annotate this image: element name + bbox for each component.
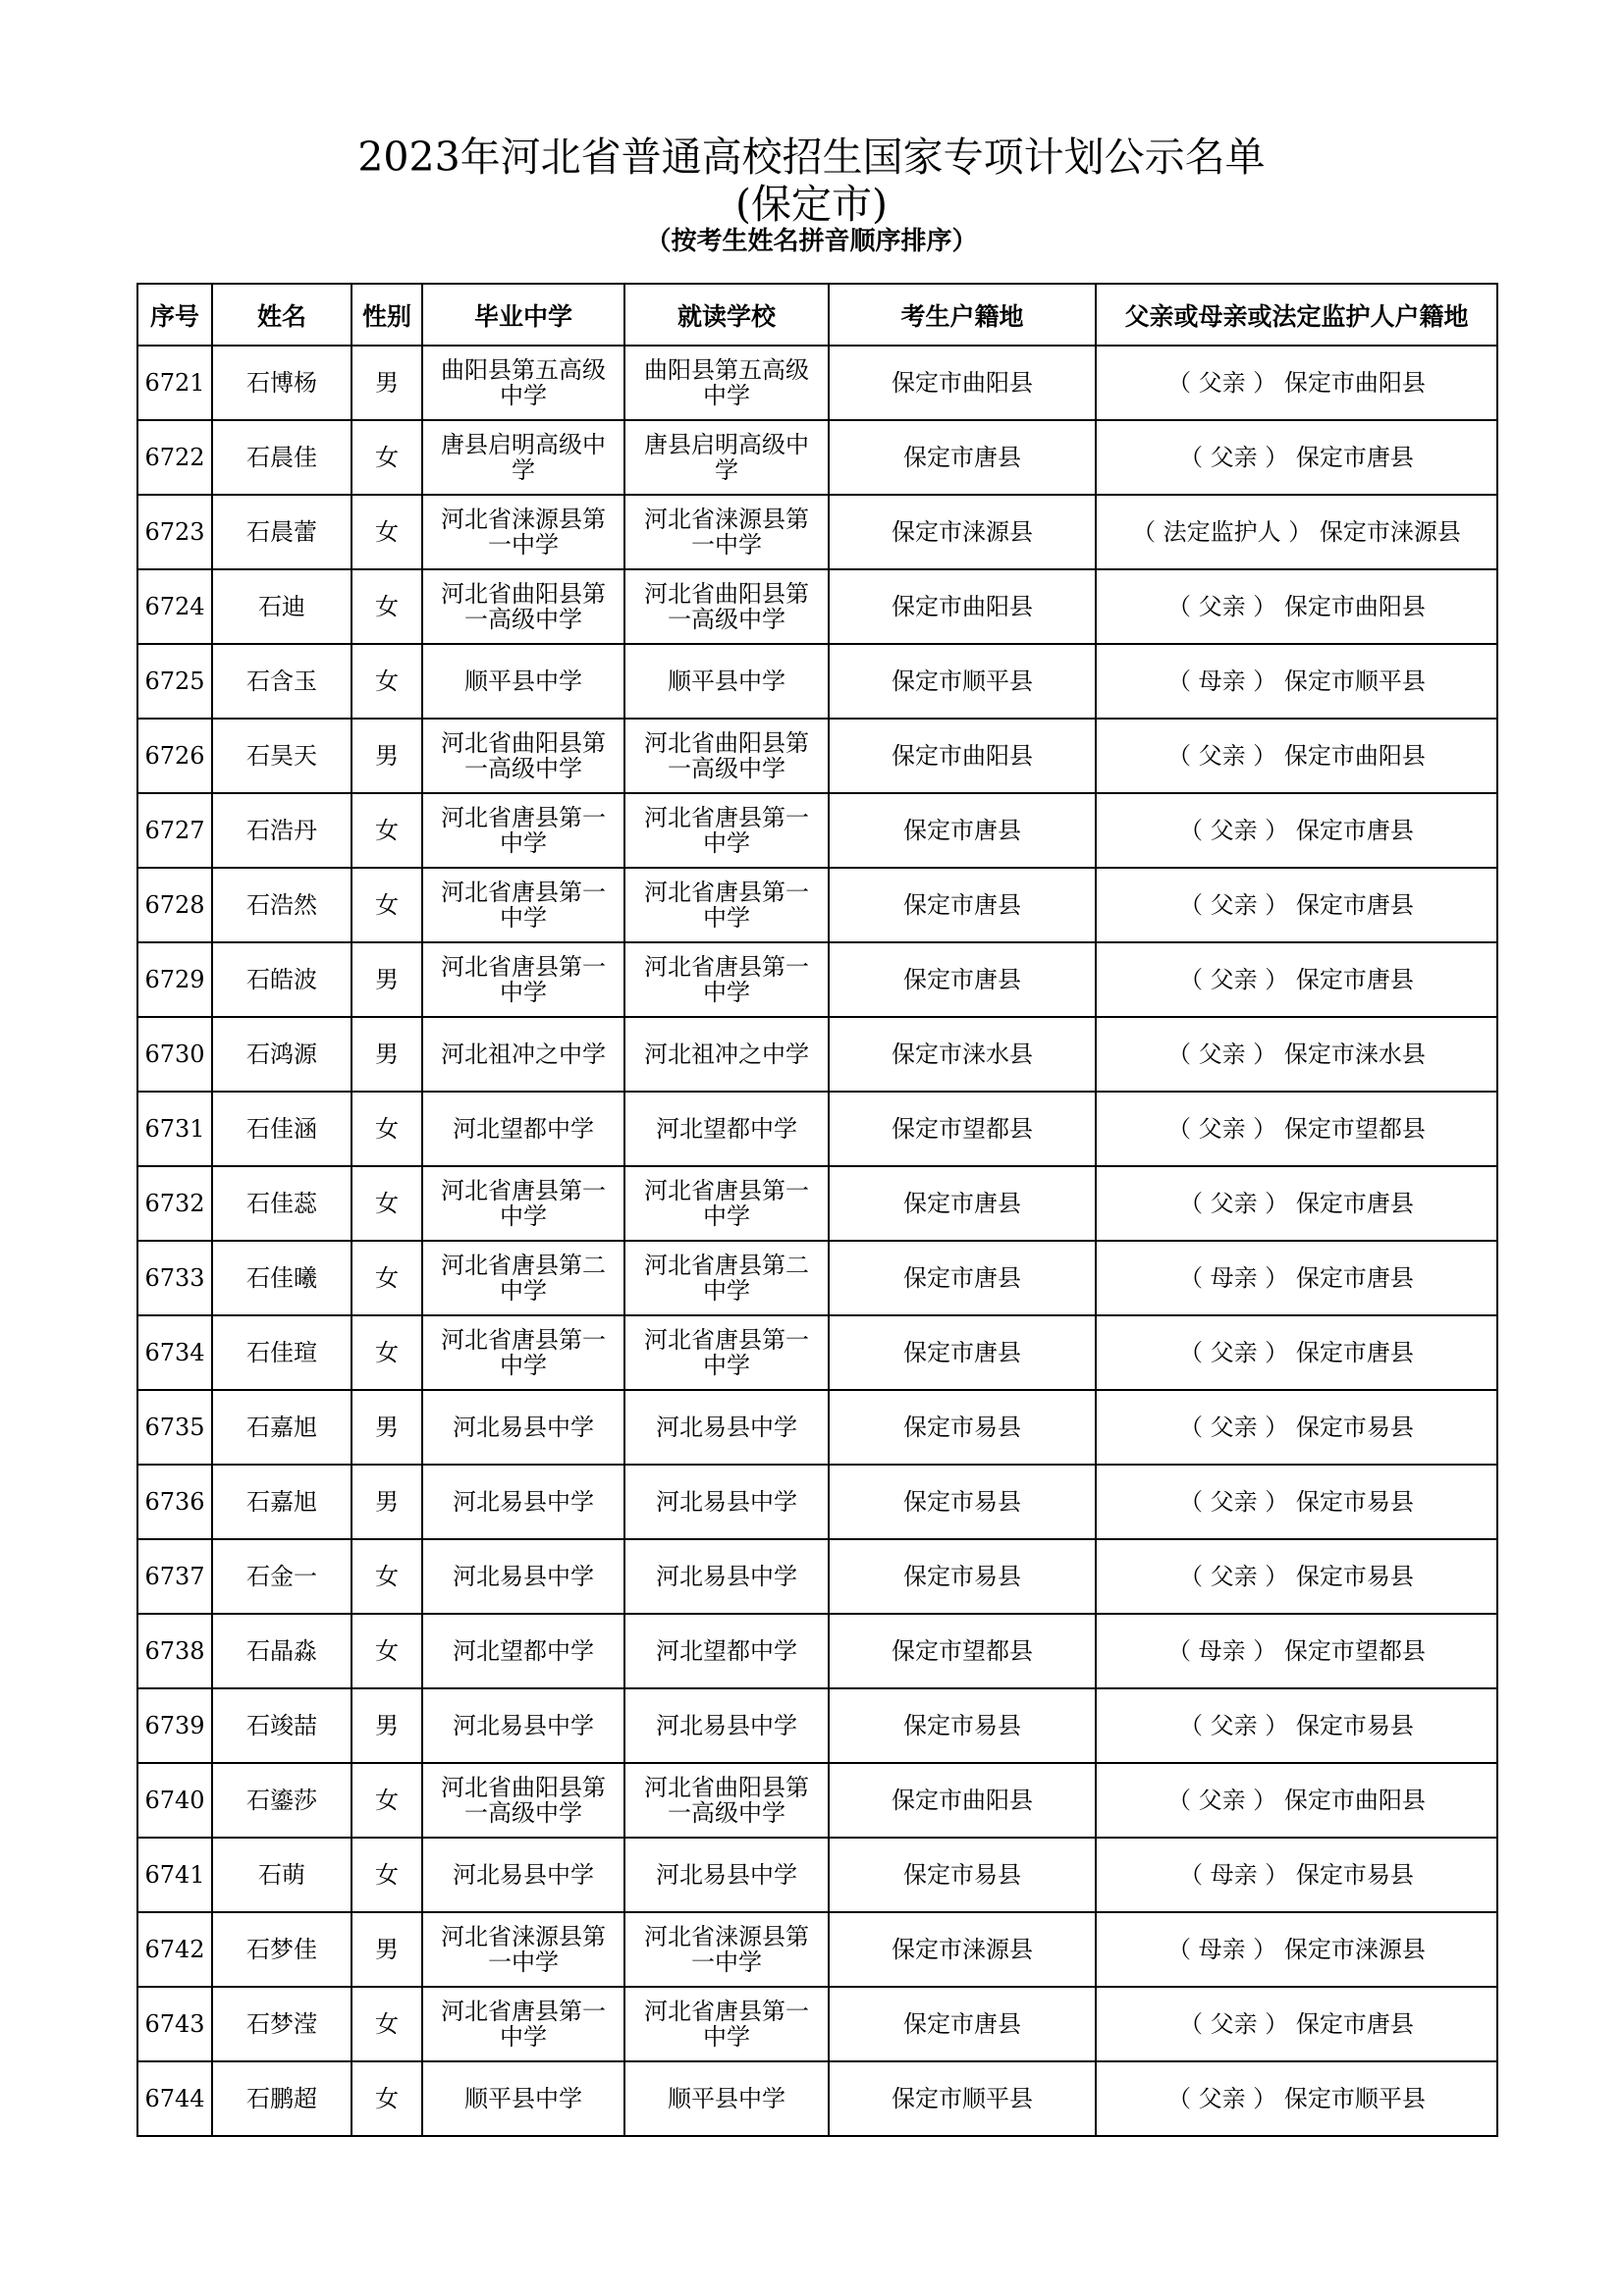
cell-seq: 6734 <box>137 1315 212 1390</box>
cell-graduated-school: 河北省唐县第一中学 <box>422 1166 624 1241</box>
cell-current-school: 河北易县中学 <box>624 1390 829 1465</box>
cell-gender: 女 <box>352 569 422 644</box>
cell-current-school: 河北祖冲之中学 <box>624 1017 829 1092</box>
cell-graduated-school: 河北省唐县第一中学 <box>422 1315 624 1390</box>
cell-household-registration: 保定市易县 <box>829 1838 1096 1912</box>
cell-graduated-school: 顺平县中学 <box>422 644 624 719</box>
cell-gender: 女 <box>352 420 422 495</box>
cell-name: 石梦滢 <box>212 1987 352 2061</box>
cell-guardian-registration: （ 母亲 ） 保定市望都县 <box>1096 1614 1497 1688</box>
table-row <box>137 1092 1497 1166</box>
cell-current-school: 顺平县中学 <box>624 644 829 719</box>
cell-name: 石梦佳 <box>212 1912 352 1987</box>
cell-guardian-registration: （ 父亲 ） 保定市曲阳县 <box>1096 1763 1497 1838</box>
cell-gender: 男 <box>352 1017 422 1092</box>
cell-household-registration: 保定市唐县 <box>829 1166 1096 1241</box>
cell-gender: 男 <box>352 1912 422 1987</box>
cell-household-registration: 保定市涞源县 <box>829 1912 1096 1987</box>
cell-name: 石迪 <box>212 569 352 644</box>
cell-graduated-school: 河北祖冲之中学 <box>422 1017 624 1092</box>
table-row <box>137 1465 1497 1539</box>
cell-name: 石佳蕊 <box>212 1166 352 1241</box>
column-header-current-school: 就读学校 <box>624 284 829 346</box>
cell-gender: 女 <box>352 1539 422 1614</box>
cell-name: 石佳曦 <box>212 1241 352 1315</box>
cell-household-registration: 保定市易县 <box>829 1539 1096 1614</box>
cell-household-registration: 保定市曲阳县 <box>829 569 1096 644</box>
cell-current-school: 河北省唐县第一中学 <box>624 1166 829 1241</box>
cell-graduated-school: 河北省唐县第一中学 <box>422 942 624 1017</box>
column-header-graduated-school: 毕业中学 <box>422 284 624 346</box>
cell-name: 石皓波 <box>212 942 352 1017</box>
cell-gender: 女 <box>352 793 422 868</box>
table-row <box>137 1017 1497 1092</box>
cell-seq: 6728 <box>137 868 212 942</box>
cell-graduated-school: 河北省涞源县第一中学 <box>422 1912 624 1987</box>
cell-graduated-school: 曲阳县第五高级中学 <box>422 346 624 420</box>
cell-gender: 女 <box>352 495 422 569</box>
cell-gender: 女 <box>352 1166 422 1241</box>
cell-guardian-registration: （ 父亲 ） 保定市顺平县 <box>1096 2061 1497 2136</box>
cell-gender: 女 <box>352 1092 422 1166</box>
table-row <box>137 346 1497 420</box>
cell-gender: 女 <box>352 868 422 942</box>
cell-graduated-school: 河北易县中学 <box>422 1390 624 1465</box>
table-row <box>137 1315 1497 1390</box>
sort-note: （按考生姓名拼音顺序排序） <box>645 227 978 256</box>
cell-household-registration: 保定市易县 <box>829 1390 1096 1465</box>
table-row <box>137 2061 1497 2136</box>
cell-name: 石昊天 <box>212 719 352 793</box>
cell-name: 石鎏莎 <box>212 1763 352 1838</box>
cell-name: 石竣喆 <box>212 1688 352 1763</box>
cell-seq: 6738 <box>137 1614 212 1688</box>
cell-household-registration: 保定市涞水县 <box>829 1017 1096 1092</box>
cell-name: 石鸿源 <box>212 1017 352 1092</box>
cell-graduated-school: 河北省曲阳县第一高级中学 <box>422 569 624 644</box>
cell-household-registration: 保定市唐县 <box>829 942 1096 1017</box>
cell-gender: 男 <box>352 719 422 793</box>
cell-name: 石佳瑄 <box>212 1315 352 1390</box>
cell-name: 石晨佳 <box>212 420 352 495</box>
cell-guardian-registration: （ 父亲 ） 保定市望都县 <box>1096 1092 1497 1166</box>
cell-household-registration: 保定市唐县 <box>829 793 1096 868</box>
table-row <box>137 719 1497 793</box>
cell-guardian-registration: （ 父亲 ） 保定市易县 <box>1096 1539 1497 1614</box>
table-row <box>137 1912 1497 1987</box>
cell-current-school: 河北易县中学 <box>624 1465 829 1539</box>
cell-current-school: 河北省唐县第一中学 <box>624 1315 829 1390</box>
cell-household-registration: 保定市唐县 <box>829 1987 1096 2061</box>
cell-seq: 6739 <box>137 1688 212 1763</box>
cell-current-school: 曲阳县第五高级中学 <box>624 346 829 420</box>
cell-name: 石萌 <box>212 1838 352 1912</box>
table-row <box>137 1539 1497 1614</box>
cell-current-school: 河北易县中学 <box>624 1539 829 1614</box>
cell-household-registration: 保定市曲阳县 <box>829 719 1096 793</box>
cell-name: 石佳涵 <box>212 1092 352 1166</box>
cell-name: 石嘉旭 <box>212 1465 352 1539</box>
cell-gender: 女 <box>352 1763 422 1838</box>
cell-household-registration: 保定市顺平县 <box>829 2061 1096 2136</box>
cell-seq: 6740 <box>137 1763 212 1838</box>
table-row <box>137 1763 1497 1838</box>
cell-name: 石晶淼 <box>212 1614 352 1688</box>
cell-name: 石含玉 <box>212 644 352 719</box>
cell-guardian-registration: （ 父亲 ） 保定市涞水县 <box>1096 1017 1497 1092</box>
cell-current-school: 河北省唐县第一中学 <box>624 793 829 868</box>
cell-seq: 6735 <box>137 1390 212 1465</box>
column-header-gender: 性别 <box>352 284 422 346</box>
cell-seq: 6736 <box>137 1465 212 1539</box>
cell-current-school: 河北省曲阳县第一高级中学 <box>624 569 829 644</box>
table-row <box>137 942 1497 1017</box>
cell-current-school: 河北省涞源县第一中学 <box>624 495 829 569</box>
cell-guardian-registration: （ 法定监护人 ） 保定市涞源县 <box>1096 495 1497 569</box>
cell-seq: 6722 <box>137 420 212 495</box>
cell-seq: 6730 <box>137 1017 212 1092</box>
cell-current-school: 河北省唐县第一中学 <box>624 868 829 942</box>
table-row <box>137 495 1497 569</box>
table-row <box>137 420 1497 495</box>
table-row <box>137 1688 1497 1763</box>
cell-household-registration: 保定市望都县 <box>829 1092 1096 1166</box>
cell-current-school: 河北省唐县第二中学 <box>624 1241 829 1315</box>
cell-household-registration: 保定市顺平县 <box>829 644 1096 719</box>
cell-graduated-school: 河北省曲阳县第一高级中学 <box>422 719 624 793</box>
table-row <box>137 569 1497 644</box>
cell-seq: 6725 <box>137 644 212 719</box>
cell-graduated-school: 河北易县中学 <box>422 1539 624 1614</box>
cell-gender: 女 <box>352 1614 422 1688</box>
cell-gender: 女 <box>352 1987 422 2061</box>
cell-graduated-school: 顺平县中学 <box>422 2061 624 2136</box>
cell-seq: 6731 <box>137 1092 212 1166</box>
cell-gender: 女 <box>352 644 422 719</box>
cell-guardian-registration: （ 父亲 ） 保定市唐县 <box>1096 1987 1497 2061</box>
cell-gender: 女 <box>352 2061 422 2136</box>
cell-name: 石嘉旭 <box>212 1390 352 1465</box>
cell-guardian-registration: （ 母亲 ） 保定市涞源县 <box>1096 1912 1497 1987</box>
cell-seq: 6726 <box>137 719 212 793</box>
cell-current-school: 河北易县中学 <box>624 1838 829 1912</box>
cell-graduated-school: 河北易县中学 <box>422 1465 624 1539</box>
cell-household-registration: 保定市唐县 <box>829 1315 1096 1390</box>
cell-household-registration: 保定市易县 <box>829 1688 1096 1763</box>
cell-guardian-registration: （ 父亲 ） 保定市易县 <box>1096 1390 1497 1465</box>
cell-gender: 女 <box>352 1241 422 1315</box>
cell-name: 石浩丹 <box>212 793 352 868</box>
table-header-row <box>137 284 1497 346</box>
cell-current-school: 河北望都中学 <box>624 1092 829 1166</box>
column-header-name: 姓名 <box>212 284 352 346</box>
cell-current-school: 河北省唐县第一中学 <box>624 942 829 1017</box>
cell-gender: 男 <box>352 1465 422 1539</box>
roster-table <box>136 283 1498 2137</box>
cell-guardian-registration: （ 父亲 ） 保定市唐县 <box>1096 942 1497 1017</box>
cell-seq: 6721 <box>137 346 212 420</box>
cell-graduated-school: 河北易县中学 <box>422 1838 624 1912</box>
cell-name: 石浩然 <box>212 868 352 942</box>
cell-current-school: 河北易县中学 <box>624 1688 829 1763</box>
cell-seq: 6733 <box>137 1241 212 1315</box>
cell-graduated-school: 河北省唐县第一中学 <box>422 1987 624 2061</box>
cell-current-school: 河北省涞源县第一中学 <box>624 1912 829 1987</box>
cell-household-registration: 保定市唐县 <box>829 420 1096 495</box>
cell-guardian-registration: （ 父亲 ） 保定市唐县 <box>1096 1166 1497 1241</box>
cell-guardian-registration: （ 母亲 ） 保定市顺平县 <box>1096 644 1497 719</box>
cell-guardian-registration: （ 父亲 ） 保定市唐县 <box>1096 1315 1497 1390</box>
cell-graduated-school: 河北望都中学 <box>422 1092 624 1166</box>
cell-guardian-registration: （ 父亲 ） 保定市曲阳县 <box>1096 719 1497 793</box>
cell-seq: 6729 <box>137 942 212 1017</box>
cell-guardian-registration: （ 父亲 ） 保定市曲阳县 <box>1096 569 1497 644</box>
cell-name: 石金一 <box>212 1539 352 1614</box>
cell-household-registration: 保定市易县 <box>829 1465 1096 1539</box>
cell-household-registration: 保定市曲阳县 <box>829 346 1096 420</box>
column-header-seq: 序号 <box>137 284 212 346</box>
page-subtitle: (保定市) <box>735 181 888 228</box>
table-row <box>137 1166 1497 1241</box>
cell-gender: 女 <box>352 1838 422 1912</box>
cell-gender: 男 <box>352 346 422 420</box>
cell-household-registration: 保定市曲阳县 <box>829 1763 1096 1838</box>
table-row <box>137 1390 1497 1465</box>
cell-graduated-school: 河北省曲阳县第一高级中学 <box>422 1763 624 1838</box>
cell-current-school: 顺平县中学 <box>624 2061 829 2136</box>
cell-seq: 6723 <box>137 495 212 569</box>
cell-guardian-registration: （ 父亲 ） 保定市唐县 <box>1096 868 1497 942</box>
cell-gender: 男 <box>352 942 422 1017</box>
cell-name: 石晨蕾 <box>212 495 352 569</box>
cell-seq: 6743 <box>137 1987 212 2061</box>
page-title: 2023年河北省普通高校招生国家专项计划公示名单 <box>357 133 1266 181</box>
cell-gender: 女 <box>352 1315 422 1390</box>
cell-current-school: 河北省唐县第一中学 <box>624 1987 829 2061</box>
cell-guardian-registration: （ 母亲 ） 保定市唐县 <box>1096 1241 1497 1315</box>
cell-household-registration: 保定市唐县 <box>829 868 1096 942</box>
table-row <box>137 1241 1497 1315</box>
cell-seq: 6727 <box>137 793 212 868</box>
cell-guardian-registration: （ 父亲 ） 保定市易县 <box>1096 1465 1497 1539</box>
table-row <box>137 1838 1497 1912</box>
table-row <box>137 793 1497 868</box>
cell-guardian-registration: （ 父亲 ） 保定市唐县 <box>1096 420 1497 495</box>
cell-seq: 6724 <box>137 569 212 644</box>
cell-current-school: 河北省曲阳县第一高级中学 <box>624 1763 829 1838</box>
cell-seq: 6737 <box>137 1539 212 1614</box>
cell-guardian-registration: （ 母亲 ） 保定市易县 <box>1096 1838 1497 1912</box>
cell-household-registration: 保定市唐县 <box>829 1241 1096 1315</box>
cell-graduated-school: 唐县启明高级中学 <box>422 420 624 495</box>
cell-name: 石鹏超 <box>212 2061 352 2136</box>
cell-current-school: 唐县启明高级中学 <box>624 420 829 495</box>
cell-gender: 男 <box>352 1688 422 1763</box>
cell-gender: 男 <box>352 1390 422 1465</box>
cell-guardian-registration: （ 父亲 ） 保定市唐县 <box>1096 793 1497 868</box>
cell-household-registration: 保定市望都县 <box>829 1614 1096 1688</box>
cell-seq: 6744 <box>137 2061 212 2136</box>
cell-household-registration: 保定市涞源县 <box>829 495 1096 569</box>
table-row <box>137 1614 1497 1688</box>
cell-name: 石博杨 <box>212 346 352 420</box>
cell-seq: 6742 <box>137 1912 212 1987</box>
table-row <box>137 1987 1497 2061</box>
cell-seq: 6732 <box>137 1166 212 1241</box>
cell-current-school: 河北望都中学 <box>624 1614 829 1688</box>
cell-graduated-school: 河北省唐县第二中学 <box>422 1241 624 1315</box>
cell-guardian-registration: （ 父亲 ） 保定市易县 <box>1096 1688 1497 1763</box>
table-row <box>137 868 1497 942</box>
table-row <box>137 644 1497 719</box>
cell-graduated-school: 河北望都中学 <box>422 1614 624 1688</box>
column-header-guardian-registration: 父亲或母亲或法定监护人户籍地 <box>1096 284 1497 346</box>
cell-graduated-school: 河北省涞源县第一中学 <box>422 495 624 569</box>
cell-guardian-registration: （ 父亲 ） 保定市曲阳县 <box>1096 346 1497 420</box>
column-header-household-registration: 考生户籍地 <box>829 284 1096 346</box>
cell-graduated-school: 河北省唐县第一中学 <box>422 793 624 868</box>
cell-graduated-school: 河北省唐县第一中学 <box>422 868 624 942</box>
cell-seq: 6741 <box>137 1838 212 1912</box>
cell-current-school: 河北省曲阳县第一高级中学 <box>624 719 829 793</box>
cell-graduated-school: 河北易县中学 <box>422 1688 624 1763</box>
